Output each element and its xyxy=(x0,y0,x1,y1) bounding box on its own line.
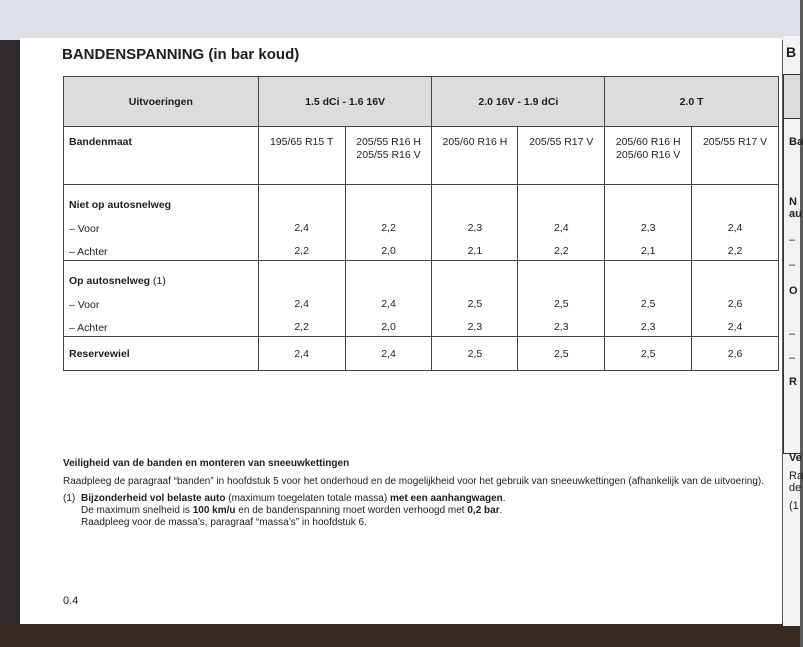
rear-pressure: 2,1 xyxy=(467,245,483,257)
pressure-cell xyxy=(692,185,779,261)
next-page-fragment: – xyxy=(789,328,796,340)
front-pressure: 2,4 xyxy=(381,298,396,310)
spare-wheel-row xyxy=(64,337,779,371)
spare-pressure: 2,5 xyxy=(432,337,518,371)
highway-row xyxy=(64,261,779,337)
pressure-cell xyxy=(692,261,779,337)
spare-wheel-label: Reservewiel xyxy=(64,337,259,371)
next-page-fragment: – xyxy=(789,259,796,271)
pressure-cell xyxy=(432,261,518,337)
next-page-fragment: Ra xyxy=(789,470,803,482)
next-page-edge xyxy=(783,36,803,626)
non-highway-labels xyxy=(64,185,259,261)
front-pressure: 2,4 xyxy=(553,222,569,234)
notes-heading: Veiligheid van de banden en monteren van sneeuwkettingen xyxy=(63,458,350,469)
footnote-text: De maximum snelheid is xyxy=(81,505,193,516)
front-pressure: 2,5 xyxy=(640,298,656,310)
spare-pressure: 2,6 xyxy=(692,337,779,371)
footnote-line-3: Raadpleeg voor de massa’s, paragraaf “massa’s” in hoofdstuk 6. xyxy=(81,517,367,528)
front-pressure: 2,4 xyxy=(727,222,743,234)
footnote-bold: 0,2 bar xyxy=(467,505,500,516)
footnote-text: en de bandenspanning moet worden verhoogd met xyxy=(235,505,468,516)
front-pressure: 2,3 xyxy=(640,222,656,234)
front-label: – Voor xyxy=(69,223,100,235)
front-pressure: 2,4 xyxy=(294,222,309,234)
header-engine-1: 1.5 dCi - 1.6 16V xyxy=(258,77,432,127)
header-engine-3: 2.0 T xyxy=(605,77,779,127)
highway-title: Op autosnelweg xyxy=(69,275,151,287)
front-pressure: 2,5 xyxy=(553,298,569,310)
pressure-cell xyxy=(518,185,605,261)
pressure-cell xyxy=(345,261,432,337)
tyre-size-cell: 205/55 R17 V xyxy=(692,127,779,185)
pressure-cell xyxy=(605,185,692,261)
rear-pressure: 2,2 xyxy=(294,321,309,333)
spare-pressure: 2,5 xyxy=(518,337,605,371)
pressure-cell xyxy=(605,261,692,337)
background-bottom xyxy=(0,622,800,647)
spare-pressure: 2,5 xyxy=(605,337,692,371)
rear-label: – Achter xyxy=(69,246,108,258)
safety-notes xyxy=(63,458,783,529)
rear-pressure: 2,2 xyxy=(553,245,569,257)
pressure-cell xyxy=(345,185,432,261)
footnote-bold: Bijzonderheid vol belaste auto xyxy=(81,493,226,504)
rear-pressure: 2,2 xyxy=(294,245,309,257)
rear-pressure: 2,3 xyxy=(467,321,483,333)
rear-label: – Achter xyxy=(69,322,108,334)
footnote-text: . xyxy=(502,493,506,504)
pressure-cell xyxy=(258,261,345,337)
non-highway-title: Niet op autosnelweg xyxy=(69,199,172,211)
rear-pressure: 2,1 xyxy=(640,245,656,257)
tyre-size-cell: 205/55 R17 V xyxy=(518,127,605,185)
tyre-size-label: Bandenmaat xyxy=(64,127,259,185)
tyre-size-row xyxy=(64,127,779,185)
highway-labels xyxy=(64,261,259,337)
next-page-fragment: – xyxy=(789,234,796,246)
pressure-cell xyxy=(258,185,345,261)
front-pressure: 2,4 xyxy=(294,298,309,310)
front-label: – Voor xyxy=(69,299,100,311)
next-page-fragment: Ba xyxy=(789,136,803,148)
page-title: BANDENSPANNING (in bar koud) xyxy=(62,46,300,63)
highway-title-wrap xyxy=(69,275,166,287)
highway-note-ref: (1) xyxy=(153,275,166,287)
rear-pressure: 2,0 xyxy=(381,321,396,333)
next-page-fragment: Ve xyxy=(789,452,802,464)
book-spine xyxy=(0,40,20,630)
next-page-fragment: au xyxy=(789,208,802,220)
tyre-size-cell: 195/65 R15 T xyxy=(258,127,345,185)
front-pressure: 2,2 xyxy=(381,222,396,234)
rear-pressure: 2,4 xyxy=(727,321,743,333)
front-pressure: 2,3 xyxy=(467,222,483,234)
next-page-fragment: (1 xyxy=(789,500,799,512)
footnote xyxy=(63,493,783,529)
next-page-fragment: N xyxy=(789,196,797,208)
footnote-text: . xyxy=(499,505,503,516)
next-page-fragment: – xyxy=(789,352,796,364)
notes-body: Raadpleeg de paragraaf “banden” in hoofdstuk 5 voor het onderhoud en de mogelijkheid voor het gebruik van sneeuwkettingen (afhankelijk van de uitvoering). xyxy=(63,476,765,487)
table-header-row xyxy=(64,77,779,127)
rear-pressure: 2,3 xyxy=(640,321,656,333)
header-uitvoeringen: Uitvoeringen xyxy=(64,77,259,127)
next-page-fragment: R xyxy=(789,376,797,388)
tyre-size-cell: 205/55 R16 H 205/55 R16 V xyxy=(345,127,432,185)
manual-page xyxy=(20,38,782,624)
next-page-title: B xyxy=(786,44,797,60)
next-page-fragment: de xyxy=(789,482,802,494)
front-pressure: 2,5 xyxy=(467,298,483,310)
spare-pressure: 2,4 xyxy=(345,337,432,371)
non-highway-row xyxy=(64,185,779,261)
background-top xyxy=(0,0,800,40)
rear-pressure: 2,0 xyxy=(381,245,396,257)
front-pressure: 2,6 xyxy=(727,298,743,310)
tyre-size-cell: 205/60 R16 H xyxy=(432,127,518,185)
footnote-line-2 xyxy=(81,505,783,517)
rear-pressure: 2,2 xyxy=(727,245,743,257)
footnote-bold: 100 km/u xyxy=(192,505,236,516)
page-number: 0.4 xyxy=(63,595,79,607)
rear-pressure: 2,3 xyxy=(553,321,569,333)
next-page-fragment: O xyxy=(789,285,798,297)
spare-pressure: 2,4 xyxy=(258,337,345,371)
tyre-size-cell: 205/60 R16 H 205/60 R16 V xyxy=(605,127,692,185)
pressure-cell xyxy=(432,185,518,261)
footnote-marker: (1) xyxy=(63,493,76,504)
header-engine-2: 2.0 16V - 1.9 dCi xyxy=(432,77,605,127)
footnote-text: (maximum toegelaten totale massa) xyxy=(225,493,390,504)
footnote-bold: met een aanhangwagen xyxy=(389,493,503,504)
footnote-line-1 xyxy=(81,493,783,505)
pressure-cell xyxy=(518,261,605,337)
tyre-pressure-table xyxy=(63,76,779,371)
